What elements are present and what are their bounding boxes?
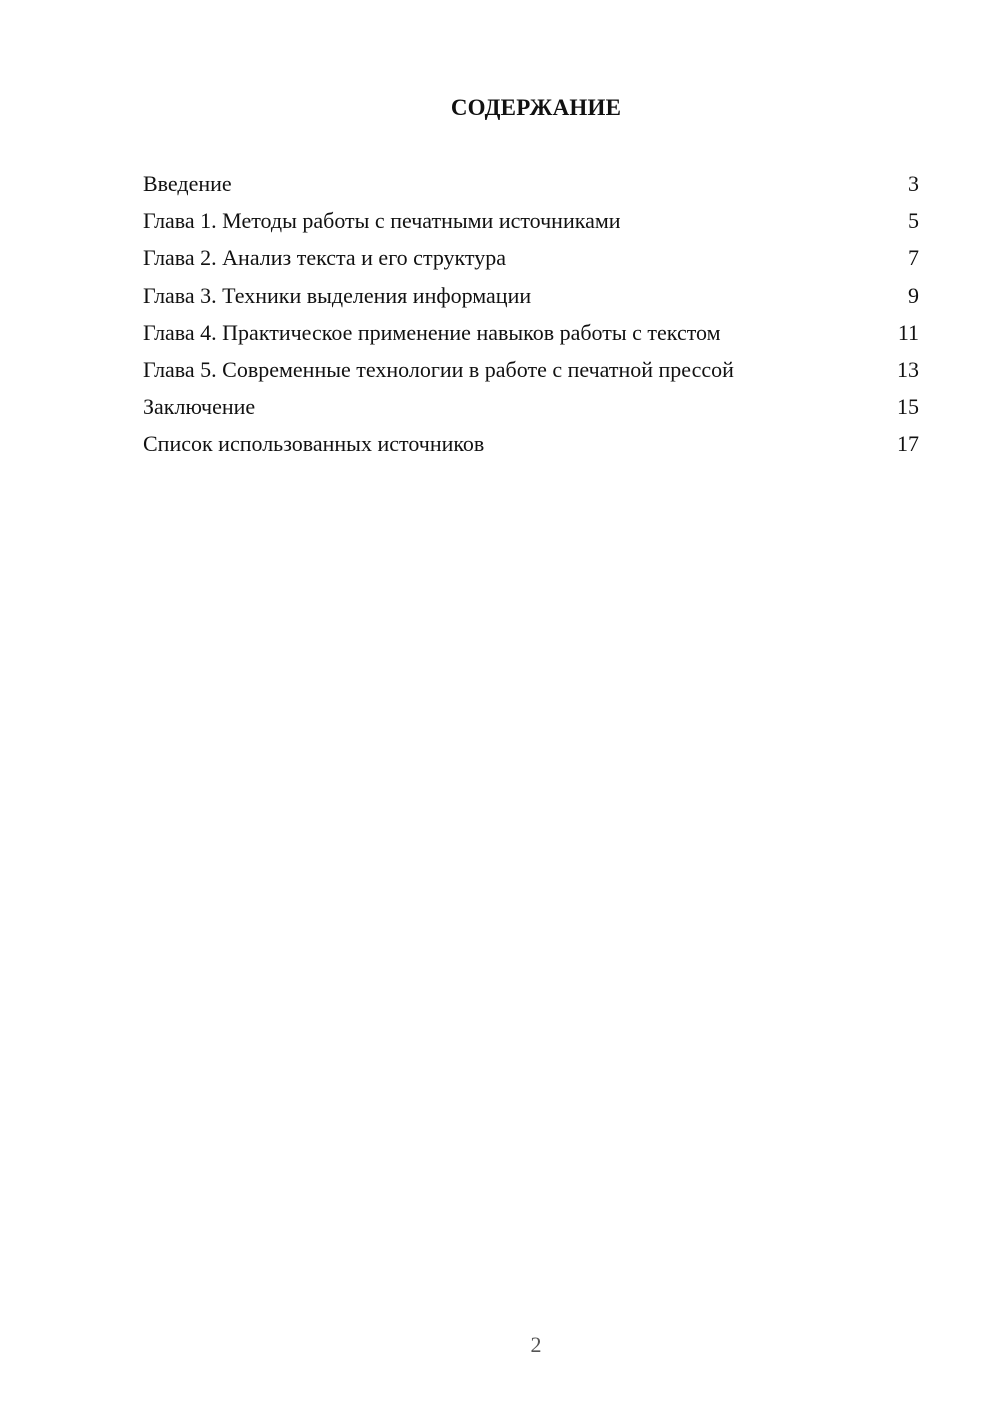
toc-item-page: 3 xyxy=(908,171,919,196)
toc-item-chapter-4[interactable] xyxy=(143,317,919,354)
toc-item-chapter-5[interactable] xyxy=(143,354,919,391)
toc-item-chapter-3[interactable] xyxy=(143,280,919,317)
toc-item-page: 7 xyxy=(908,245,919,271)
toc-item-label: Глава 1. Методы работы с печатными источниками xyxy=(143,208,621,234)
toc-item-chapter-1[interactable] xyxy=(143,205,919,242)
toc-item-page: 13 xyxy=(897,356,919,382)
toc-item-page: 11 xyxy=(897,319,919,345)
toc-item-introduction[interactable] xyxy=(143,168,919,205)
toc-item-label: Глава 5. Современные технологии в работе с печатной прессой xyxy=(143,356,734,382)
page-number: 2 xyxy=(530,1332,542,1357)
toc-item-page: 15 xyxy=(897,394,919,420)
toc-item-references[interactable] xyxy=(143,428,919,465)
toc-item-page: 9 xyxy=(908,282,919,308)
toc-item-label: Введение xyxy=(143,171,232,196)
toc-item-page: 5 xyxy=(908,208,919,234)
toc-item-label: Заключение xyxy=(143,394,256,420)
toc-title: СОДЕРЖАНИЕ xyxy=(450,95,622,120)
toc-item-label: Глава 3. Техники выделения информации xyxy=(143,282,532,308)
toc-item-page: 17 xyxy=(897,431,919,457)
table-of-contents xyxy=(143,168,919,466)
toc-item-label: Глава 4. Практическое применение навыков работы с текстом xyxy=(143,319,721,345)
toc-item-chapter-2[interactable] xyxy=(143,242,919,279)
toc-item-conclusion[interactable] xyxy=(143,391,919,428)
toc-item-label: Список использованных источников xyxy=(143,431,485,457)
toc-item-label: Глава 2. Анализ текста и его структура xyxy=(143,245,507,271)
